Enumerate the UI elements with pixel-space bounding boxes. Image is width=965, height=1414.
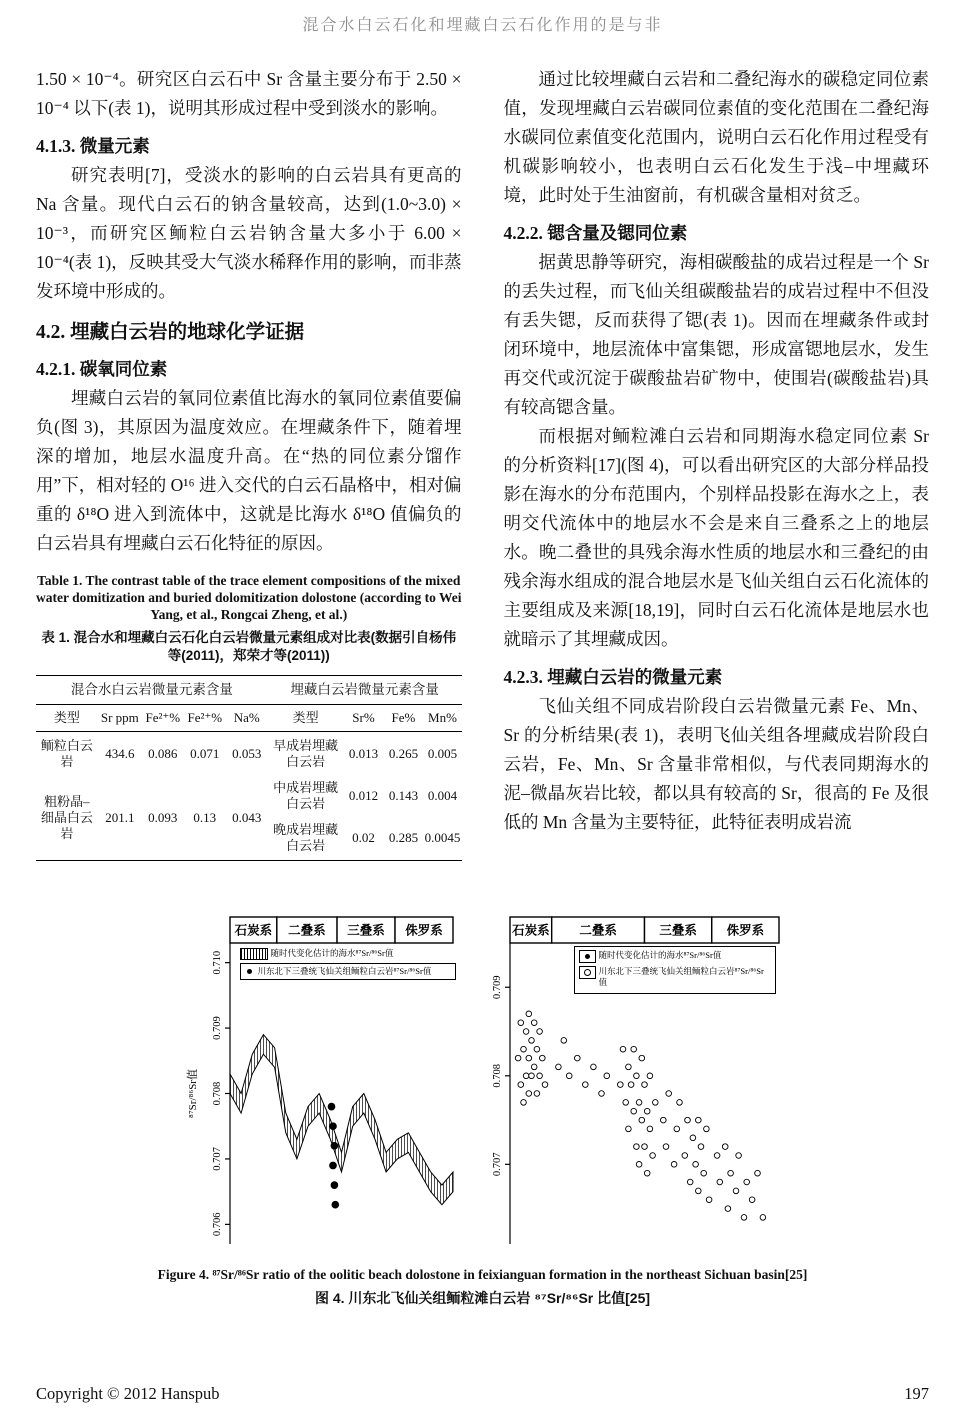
paragraph: 通过比较埋藏白云岩和二叠纪海水的碳稳定同位素值，发现埋藏白云岩碳同位素值的变化范围在二叠纪海水碳同位素值变化范围内，说明白云石化作用过程受有机碳影响较小，也表明白云石化发生于浅–中埋藏环境，此时处于生油窗前，有机碳含量相对贫乏。 — [503, 69, 929, 205]
page-title: 混合水白云石化和埋藏白云石化作用的是与非 — [302, 17, 663, 34]
data-point — [695, 1188, 701, 1194]
table-cell: 0.265 — [388, 746, 419, 761]
data-point — [622, 1100, 628, 1106]
data-point — [706, 1197, 712, 1203]
dot-filled-symbol — [244, 966, 255, 977]
data-point — [633, 1144, 639, 1150]
col-header: Fe²⁺% — [142, 705, 184, 732]
dot-filled-symbol — [579, 950, 596, 963]
legend-label: 随时代变化估计的海水⁸⁷Sr/⁸⁶Sr值 — [270, 948, 394, 958]
data-point — [523, 1029, 529, 1035]
data-point — [625, 1064, 631, 1070]
data-point — [644, 1170, 650, 1176]
col-header: 类型 — [268, 705, 344, 732]
data-point — [647, 1126, 653, 1132]
data-point — [536, 1073, 542, 1079]
table-cell: 0.143 — [388, 788, 419, 803]
table-cell: 0.013 — [348, 746, 379, 761]
paragraph: 研究表明[7]，受淡水的影响的白云岩具有更高的 Na 含量。现代白云石的钠含量较高，达到(1.0~3.0) × 10⁻³，而研究区鲕粒白云岩钠含量大多小于 6.00 × 10⁻⁴(表 1)，反映其受大气淡水稀释作用的影响，而非蒸发环境中形成的。 — [36, 165, 462, 301]
data-point — [518, 1082, 524, 1088]
data-point — [639, 1055, 645, 1061]
data-point — [534, 1091, 540, 1097]
table-cell: 434.6 — [105, 746, 135, 761]
seawater-band — [230, 1035, 453, 1205]
paragraph: 而根据对鲕粒滩白云岩和同期海水稳定同位素 Sr 的分析资料[17](图 4)，可以看出研究区的大部分样品投影在海水的分布范围内，个别样品投影在海水之上，表明交代流体中的地层水不会是来自三叠系之上的地层水。晚二叠世的具残余海水性质的地层水和三叠纪的由残余海水组成的混合地层水是飞仙关组白云石化流体的主要组成及来源[18,19]，同时白云石化流体是地层水也就暗示了其埋藏成因。 — [503, 426, 929, 649]
data-point — [674, 1126, 680, 1132]
legend-item — [579, 950, 771, 963]
period-label: 侏罗系 — [726, 923, 764, 938]
data-point — [676, 1100, 682, 1106]
data-point — [620, 1046, 626, 1052]
legend-label: 随时代变化估计的海水⁸⁷Sr/⁸⁶Sr值 — [598, 950, 722, 960]
y-tick-label: 0.708 — [491, 1063, 503, 1088]
data-point — [649, 1153, 655, 1159]
figure4-caption-zh: 图 4. 川东北飞仙关组鲕粒滩白云岩 ⁸⁷Sr/⁸⁶Sr 比值[25] — [314, 1290, 651, 1306]
period-label: 三叠系 — [346, 923, 385, 938]
data-point — [574, 1055, 580, 1061]
data-point — [536, 1029, 542, 1035]
table-cell: 晚成岩埋藏白云岩 — [268, 816, 344, 861]
paragraph: 据黄思静等研究，海相碳酸盐的成岩过程是一个 Sr 的丢失过程，而飞仙关组碳酸盐岩的成岩过程中不但没有丢失锶，反而获得了锶(表 1)。因而在埋藏条件或封闭环境中，地层流体中富集锶，形成富锶地层水，发生再交代或沉淀于碳酸盐岩矿物中，使围岩(碳酸盐岩)具有较高锶含量。 — [503, 252, 929, 417]
y-tick-label: 0.707 — [491, 1152, 503, 1177]
sr-chart-right — [480, 916, 782, 1250]
data-point — [647, 1073, 653, 1079]
period-label: 石炭系 — [234, 923, 272, 938]
table-cell: 鲕粒白云岩 — [40, 738, 93, 769]
data-point — [692, 1162, 698, 1168]
table-cell: 0.071 — [190, 746, 220, 761]
col-header: Sr ppm — [98, 705, 142, 732]
data-point — [539, 1055, 545, 1061]
y-tick-label: 0.708 — [211, 1081, 223, 1106]
table-cell: 0.285 — [383, 816, 423, 861]
period-label: 侏罗系 — [404, 923, 443, 938]
data-point — [743, 1179, 749, 1185]
y-tick-label: 0.707 — [211, 1147, 223, 1171]
left-column — [36, 65, 462, 861]
paragraph: 埋藏白云岩的氧同位素值比海水的氧同位素值要偏负(图 3)，其原因为温度效应。在埋藏条件下，随着埋深的增加，地层水温度升高。在“热的同位素分馏作用”下，相对轻的 O¹⁶ 进入交代的白云石晶格中，相对偏重的 δ¹⁸O 进入到流体中，这就是比海水 δ¹⁸O 值偏负的白云岩具有埋藏白云石化特征的原因。 — [36, 388, 462, 553]
data-point — [639, 1117, 645, 1123]
table-header-row — [36, 705, 462, 732]
data-point — [749, 1197, 755, 1203]
data-point — [660, 1117, 666, 1123]
data-point — [331, 1182, 338, 1189]
heading-4-2-3: 4.2.3. 埋藏白云岩的微量元素 — [503, 667, 723, 687]
legend-item — [240, 963, 456, 980]
data-point — [328, 1103, 335, 1110]
data-point — [682, 1153, 688, 1159]
data-point — [625, 1126, 631, 1132]
table-cell: 0.13 — [184, 776, 226, 861]
data-point — [703, 1126, 709, 1132]
table-cell: 0.005 — [427, 746, 458, 761]
two-column-body — [0, 35, 965, 861]
table-group-left: 混合水白云岩微量元素含量 — [36, 676, 268, 705]
data-point — [741, 1215, 747, 1221]
footer-copyright: Copyright © 2012 Hanspub — [36, 1384, 220, 1403]
data-point — [671, 1162, 677, 1168]
table-row — [36, 776, 462, 816]
legend-label: 川东北下三叠统飞仙关组鲕粒白云岩⁸⁷Sr/⁸⁶Sr值 — [257, 966, 432, 976]
data-point — [722, 1144, 728, 1150]
data-point — [520, 1100, 526, 1106]
data-point — [528, 1038, 534, 1044]
dot-filled-icon — [247, 969, 252, 974]
data-point — [329, 1123, 336, 1130]
col-header: Na% — [226, 705, 268, 732]
data-point — [698, 1144, 704, 1150]
right-column — [504, 65, 930, 861]
heading-4-2: 4.2. 埋藏白云岩的地球化学证据 — [36, 322, 305, 343]
data-point — [641, 1082, 647, 1088]
running-header — [0, 0, 965, 35]
footer-page-number: 197 — [904, 1384, 929, 1403]
data-point — [687, 1179, 693, 1185]
y-tick-label: 0.706 — [211, 1212, 223, 1237]
data-point — [528, 1073, 534, 1079]
data-point — [754, 1170, 760, 1176]
table-cell: 中成岩埋藏白云岩 — [273, 780, 339, 811]
data-point — [714, 1153, 720, 1159]
data-point — [523, 1073, 529, 1079]
table-cell: 0.02 — [344, 816, 384, 861]
table1-caption-zh: 表 1. 混合水和埋藏白云石化白云岩微量元素组成对比表(数据引自杨伟等(2011)，郑荣才等(2011)) — [41, 630, 457, 663]
chart-legend — [240, 948, 456, 983]
data-point — [604, 1073, 610, 1079]
data-point — [733, 1188, 739, 1194]
data-point — [690, 1135, 696, 1141]
legend-item — [579, 966, 771, 987]
data-point — [566, 1073, 572, 1079]
data-point — [531, 1064, 537, 1070]
hatch-swatch-icon — [240, 948, 268, 960]
period-label: 石炭系 — [511, 923, 550, 938]
heading-4-2-1: 4.2.1. 碳氧同位素 — [36, 359, 168, 379]
data-point — [534, 1046, 540, 1052]
sr-chart-left — [184, 916, 456, 1250]
legend-item — [240, 948, 456, 960]
data-point — [526, 1091, 532, 1097]
data-point — [628, 1082, 634, 1088]
table-row — [36, 732, 462, 777]
data-point — [700, 1170, 706, 1176]
paragraph: 1.50 × 10⁻⁴。研究区白云石中 Sr 含量主要分布于 2.50 × 10⁻⁴ 以下(表 1)，说明其形成过程中受到淡水的影响。 — [36, 69, 462, 118]
figure4-caption-en: Figure 4. ⁸⁷Sr/⁸⁶Sr ratio of the oolitic beach dolostone in feixianguan formation in the northeast Sichuan basin[25] — [157, 1267, 808, 1282]
data-point — [526, 1011, 532, 1017]
data-point — [515, 1055, 521, 1061]
table-cell: 粗粉晶–细晶白云岩 — [36, 776, 98, 861]
table-cell: 0.012 — [348, 788, 379, 803]
y-tick-label: 0.710 — [211, 950, 223, 975]
table-cell: 0.086 — [148, 746, 178, 761]
col-header: Mn% — [423, 705, 461, 732]
data-point — [663, 1144, 669, 1150]
table-cell: 0.0045 — [423, 816, 461, 861]
data-point — [617, 1082, 623, 1088]
data-point — [518, 1020, 524, 1026]
table-group-right: 埋藏白云岩微量元素含量 — [268, 676, 462, 705]
table-cell: 0.053 — [232, 746, 262, 761]
col-header: Sr% — [344, 705, 384, 732]
period-label: 二叠系 — [578, 923, 617, 938]
y-axis-label: ⁸⁷Sr/⁸⁶Sr值 — [186, 1069, 199, 1118]
figure4 — [0, 916, 965, 1250]
dot-open-icon — [584, 969, 591, 976]
paragraph: 飞仙关组不同成岩阶段白云岩微量元素 Fe、Mn、Sr 的分析结果(表 1)，表明飞仙关组各埋藏成岩阶段白云岩，Fe、Mn、Sr 含量非常相似，与代表同期海水的泥–微晶灰岩比较，都以具有较高的 Sr，很高的 Fe 及很低的 Mn 含量为主要特征，此特征表明成岩流 — [503, 696, 929, 832]
data-point — [630, 1108, 636, 1114]
period-label: 三叠系 — [658, 923, 697, 938]
table-cell: 0.093 — [142, 776, 184, 861]
data-point — [725, 1206, 731, 1212]
data-point — [760, 1215, 766, 1221]
chart-legend — [574, 946, 776, 994]
data-point — [542, 1082, 548, 1088]
table-cell: 201.1 — [98, 776, 142, 861]
data-point — [652, 1100, 658, 1106]
data-point — [641, 1144, 647, 1150]
data-point — [590, 1064, 596, 1070]
col-header: Fe²⁺% — [184, 705, 226, 732]
page-footer — [0, 1384, 965, 1404]
table-cell: 早成岩埋藏白云岩 — [273, 738, 339, 769]
data-point — [329, 1162, 336, 1169]
data-point — [331, 1142, 338, 1149]
table1-caption-en: Table 1. The contrast table of the trace element compositions of the mixed water domitization and buried dolomitization dolostone (according to Wei Yang, et al., Rongcai Zheng, et al.) — [36, 573, 462, 622]
data-point — [561, 1038, 567, 1044]
data-point — [531, 1020, 537, 1026]
data-point — [582, 1082, 588, 1088]
heading-4-1-3: 4.1.3. 微量元素 — [36, 136, 150, 156]
data-point — [555, 1064, 561, 1070]
period-label: 二叠系 — [287, 923, 326, 938]
data-point — [331, 1201, 338, 1208]
table1 — [36, 675, 462, 861]
data-point — [665, 1091, 671, 1097]
table-group-header-row — [36, 676, 462, 705]
dot-open-symbol — [579, 966, 596, 979]
y-tick-label: 0.709 — [491, 975, 503, 1000]
scatter-points — [515, 1011, 765, 1220]
data-point — [684, 1117, 690, 1123]
table-cell: 0.043 — [226, 776, 268, 861]
col-header: 类型 — [36, 705, 98, 732]
legend-label: 川东北下三叠统飞仙关组鲕粒白云岩⁸⁷Sr/⁸⁶Sr值 — [598, 966, 764, 987]
y-tick-label: 0.709 — [211, 1016, 223, 1040]
data-point — [727, 1170, 733, 1176]
data-point — [735, 1153, 741, 1159]
data-point — [630, 1046, 636, 1052]
data-point — [717, 1179, 723, 1185]
data-point — [598, 1091, 604, 1097]
dot-filled-icon — [585, 954, 590, 959]
table-cell: 0.004 — [427, 788, 458, 803]
data-point — [526, 1055, 532, 1061]
data-point — [633, 1073, 639, 1079]
data-point — [644, 1108, 650, 1114]
data-point — [520, 1046, 526, 1052]
col-header: Fe% — [383, 705, 423, 732]
heading-4-2-2: 4.2.2. 锶含量及锶同位素 — [503, 223, 688, 243]
data-point — [636, 1100, 642, 1106]
data-point — [636, 1162, 642, 1168]
data-point — [695, 1117, 701, 1123]
